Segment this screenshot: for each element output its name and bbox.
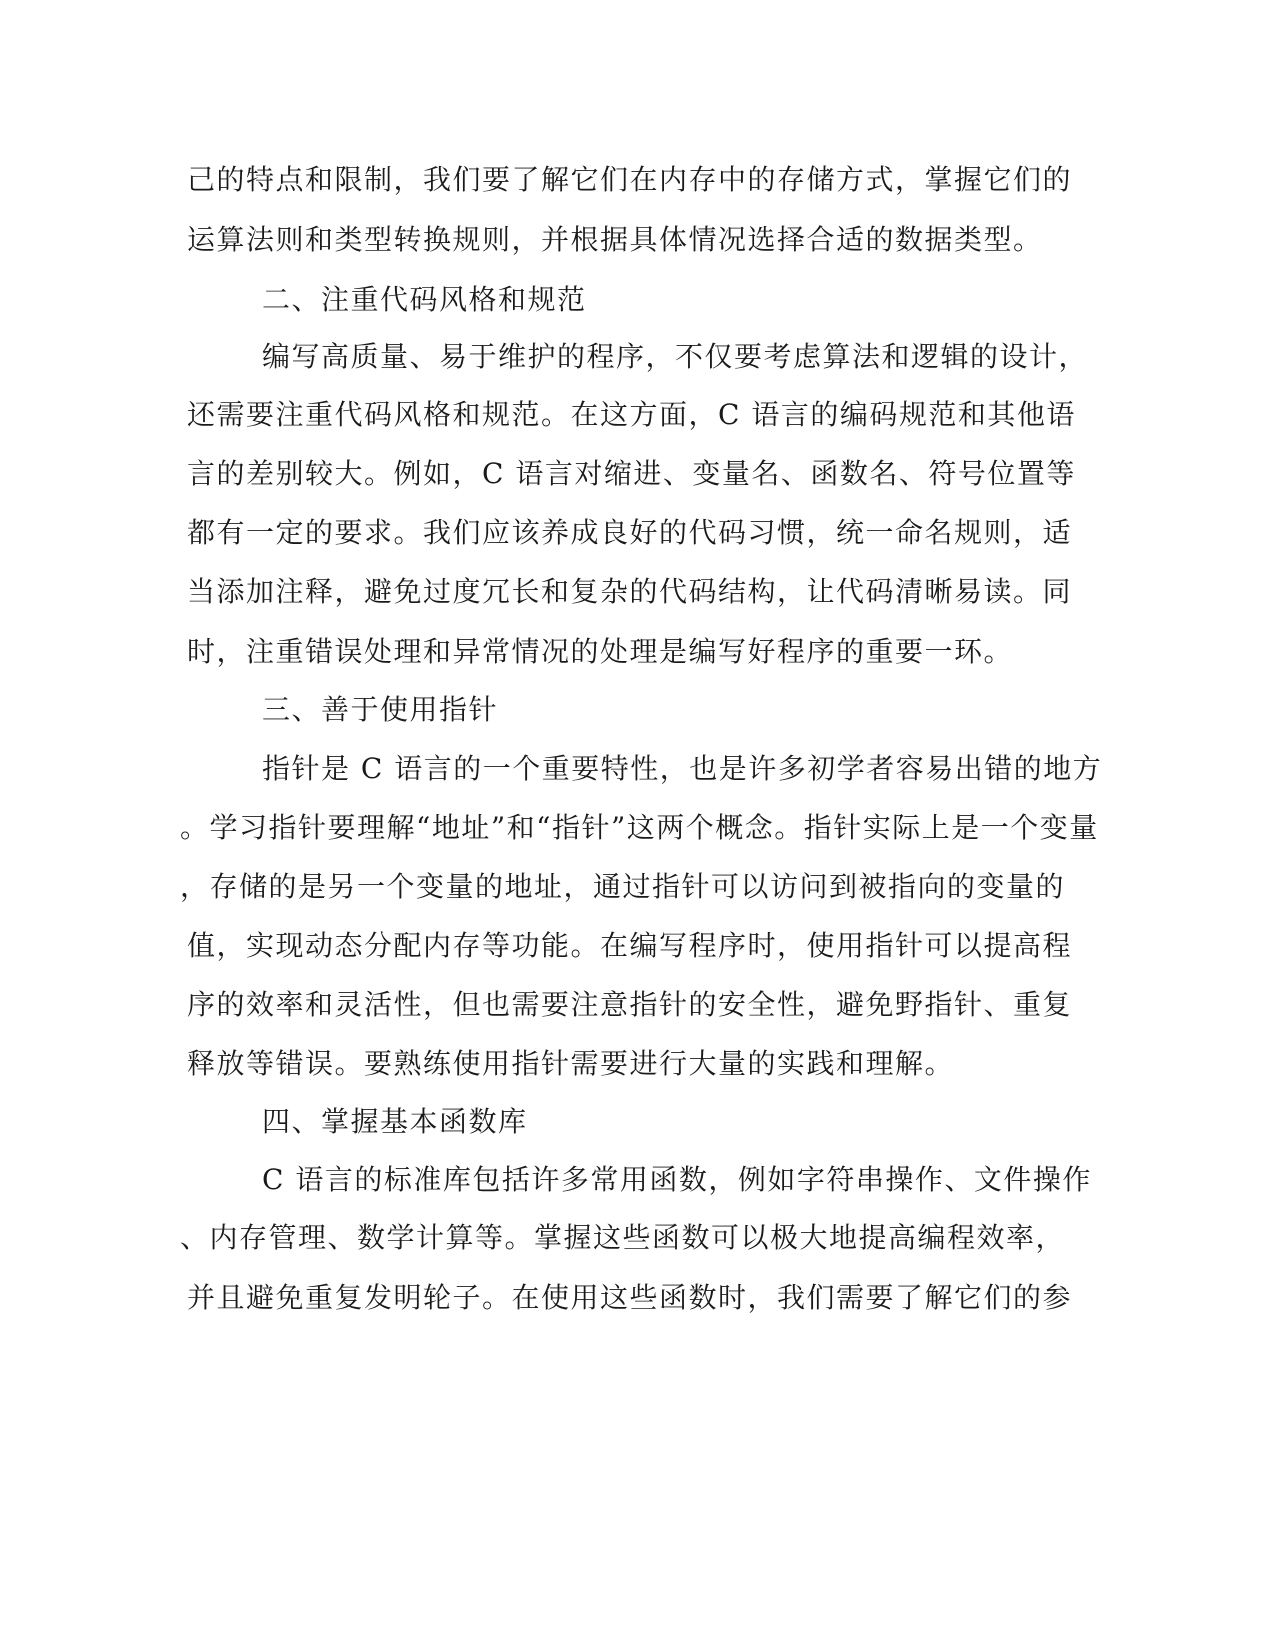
section-heading: 四、掌握基本函数库 [262,1105,528,1138]
body-text-line: 指针是 C 语言的一个重要特性，也是许多初学者容易出错的地方 [262,752,1103,785]
body-text-line: 并且避免重复发明轮子。在使用这些函数时，我们需要了解它们的参 [187,1281,1073,1314]
body-text-line: 言的差别较大。例如，C 语言对缩进、变量名、函数名、符号位置等 [187,457,1076,490]
body-text-line: 当添加注释，避免过度冗长和复杂的代码结构，让代码清晰易读。同 [187,575,1073,608]
body-text-line: ，存储的是另一个变量的地址，通过指针可以访问到被指向的变量的 [180,870,1066,903]
body-text-line: 时，注重错误处理和异常情况的处理是编写好程序的重要一环。 [187,635,1014,668]
body-text-line: 运算法则和类型转换规则，并根据具体情况选择合适的数据类型。 [187,223,1043,256]
body-text-line: 。学习指针要理解“地址”和“指针”这两个概念。指针实际上是一个变量 [180,811,1099,844]
body-text-line: 释放等错误。要熟练使用指针需要进行大量的实践和理解。 [187,1047,955,1080]
body-text-line: 序的效率和灵活性，但也需要注意指针的安全性，避免野指针、重复 [187,988,1073,1021]
body-text-line: C 语言的标准库包括许多常用函数，例如字符串操作、文件操作 [262,1163,1092,1196]
body-text-line: 值，实现动态分配内存等功能。在编写程序时，使用指针可以提高程 [187,929,1073,962]
body-text-line: 还需要注重代码风格和规范。在这方面，C 语言的编码规范和其他语 [187,398,1076,431]
body-text-line: 、内存管理、数学计算等。掌握这些函数可以极大地提高编程效率， [180,1221,1066,1254]
body-text-line: 己的特点和限制，我们要了解它们在内存中的存储方式，掌握它们的 [187,163,1073,196]
body-text-line: 都有一定的要求。我们应该养成良好的代码习惯，统一命名规则，适 [187,516,1073,549]
section-heading: 二、注重代码风格和规范 [262,283,587,316]
body-text-line: 编写高质量、易于维护的程序，不仅要考虑算法和逻辑的设计， [262,340,1089,373]
section-heading: 三、善于使用指针 [262,693,499,726]
